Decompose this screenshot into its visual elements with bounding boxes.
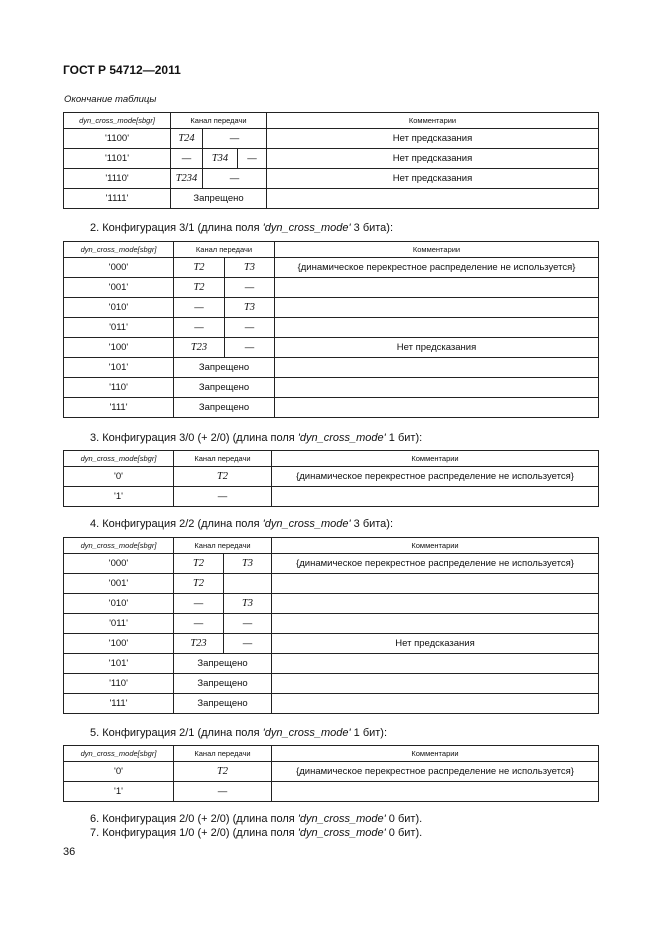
col-header-comments: Комментарии bbox=[275, 242, 599, 258]
mode-cell: '0' bbox=[64, 762, 174, 782]
mode-cell: '111' bbox=[64, 694, 174, 714]
table-row bbox=[64, 189, 599, 209]
section-heading-5: 5. Конфигурация 2/1 (длина поля 'dyn_cross_mode' 1 бит): bbox=[90, 727, 388, 739]
table-row bbox=[64, 278, 599, 298]
channel-cell: — bbox=[171, 149, 203, 169]
section-heading-4: 4. Конфигурация 2/2 (длина поля 'dyn_cross_mode' 3 бита): bbox=[90, 518, 394, 530]
table-row bbox=[64, 487, 599, 507]
channel-cell: T234 bbox=[171, 169, 203, 189]
comment-cell: {динамическое перекрестное распределение не используется} bbox=[272, 554, 599, 574]
channel-cell: — bbox=[174, 487, 272, 507]
comment-cell bbox=[272, 487, 599, 507]
mode-cell: '1111' bbox=[64, 189, 171, 209]
channel-cell: T3 bbox=[224, 554, 272, 574]
col-header-channel: Канал передачи bbox=[171, 113, 267, 129]
table-row bbox=[64, 782, 599, 802]
col-header-channel: Канал передачи bbox=[174, 538, 272, 554]
table-row bbox=[64, 318, 599, 338]
mode-cell: '1' bbox=[64, 782, 174, 802]
mode-cell: '001' bbox=[64, 574, 174, 594]
comment-cell bbox=[272, 594, 599, 614]
comment-cell: {динамическое перекрестное распределение не используется} bbox=[272, 762, 599, 782]
channel-cell: — bbox=[174, 782, 272, 802]
channel-cell: T2 bbox=[174, 258, 225, 278]
mode-cell: '110' bbox=[64, 674, 174, 694]
col-header-comments: Комментарии bbox=[267, 113, 599, 129]
col-header-comments: Комментарии bbox=[272, 746, 599, 762]
table-row bbox=[64, 467, 599, 487]
channel-cell: — bbox=[203, 129, 267, 149]
mode-cell: '100' bbox=[64, 338, 174, 358]
mode-cell: '101' bbox=[64, 358, 174, 378]
col-header-channel: Канал передачи bbox=[174, 746, 272, 762]
comment-cell bbox=[275, 378, 599, 398]
mode-cell: '101' bbox=[64, 654, 174, 674]
mode-cell: '1' bbox=[64, 487, 174, 507]
table-config-2-2 bbox=[63, 537, 599, 714]
table-row bbox=[64, 149, 599, 169]
table-row bbox=[64, 594, 599, 614]
comment-cell bbox=[272, 614, 599, 634]
table-row bbox=[64, 378, 599, 398]
table-row bbox=[64, 634, 599, 654]
table-row bbox=[64, 129, 599, 149]
channel-cell: T34 bbox=[203, 149, 238, 169]
channel-cell: T23 bbox=[174, 634, 224, 654]
section-heading-6: 6. Конфигурация 2/0 (+ 2/0) (длина поля 'dyn_cross_mode' 0 бит). bbox=[90, 813, 423, 825]
channel-cell: Запрещено bbox=[174, 378, 275, 398]
page-number: 36 bbox=[63, 846, 76, 858]
col-header-mode: dyn_cross_mode[sbgr] bbox=[64, 538, 174, 554]
table-row bbox=[64, 674, 599, 694]
channel-cell: T23 bbox=[174, 338, 225, 358]
comment-cell bbox=[275, 358, 599, 378]
channel-cell: — bbox=[225, 338, 275, 358]
document-header: ГОСТ Р 54712—2011 bbox=[63, 63, 181, 77]
mode-cell: '111' bbox=[64, 398, 174, 418]
channel-cell: — bbox=[174, 318, 225, 338]
mode-cell: '100' bbox=[64, 634, 174, 654]
channel-cell: — bbox=[174, 614, 224, 634]
col-header-mode: dyn_cross_mode[sbgr] bbox=[64, 242, 174, 258]
table-row bbox=[64, 358, 599, 378]
table-caption: Окончание таблицы bbox=[64, 94, 157, 105]
comment-cell: Нет предсказания bbox=[272, 634, 599, 654]
channel-cell: Запрещено bbox=[174, 358, 275, 378]
section-heading-2: 2. Конфигурация 3/1 (длина поля 'dyn_cross_mode' 3 бита): bbox=[90, 222, 394, 234]
table-row bbox=[64, 694, 599, 714]
comment-cell bbox=[272, 694, 599, 714]
comment-cell bbox=[272, 674, 599, 694]
table-config-3-1 bbox=[63, 241, 599, 418]
mode-cell: '001' bbox=[64, 278, 174, 298]
mode-cell: '1101' bbox=[64, 149, 171, 169]
table-row bbox=[64, 554, 599, 574]
comment-cell: {динамическое перекрестное распределение не используется} bbox=[275, 258, 599, 278]
table-row bbox=[64, 258, 599, 278]
channel-cell: — bbox=[224, 614, 272, 634]
table-4bit-continuation bbox=[63, 112, 599, 209]
table-config-3-0 bbox=[63, 450, 599, 507]
mode-cell: '110' bbox=[64, 378, 174, 398]
col-header-channel: Канал передачи bbox=[174, 242, 275, 258]
table-row bbox=[64, 169, 599, 189]
mode-cell: '1110' bbox=[64, 169, 171, 189]
mode-cell: '010' bbox=[64, 298, 174, 318]
channel-cell: T3 bbox=[225, 258, 275, 278]
channel-cell: — bbox=[225, 318, 275, 338]
channel-cell: — bbox=[174, 594, 224, 614]
comment-cell bbox=[272, 574, 599, 594]
table-row bbox=[64, 762, 599, 782]
mode-cell: '011' bbox=[64, 318, 174, 338]
mode-cell: '010' bbox=[64, 594, 174, 614]
channel-cell: T2 bbox=[174, 554, 224, 574]
channel-cell: Запрещено bbox=[174, 654, 272, 674]
comment-cell: Нет предсказания bbox=[275, 338, 599, 358]
comment-cell: Нет предсказания bbox=[267, 169, 599, 189]
channel-cell: T24 bbox=[171, 129, 203, 149]
channel-cell: — bbox=[224, 634, 272, 654]
comment-cell: Нет предсказания bbox=[267, 149, 599, 169]
channel-cell: Запрещено bbox=[174, 674, 272, 694]
section-heading-3: 3. Конфигурация 3/0 (+ 2/0) (длина поля 'dyn_cross_mode' 1 бит): bbox=[90, 432, 423, 444]
table-row bbox=[64, 614, 599, 634]
channel-cell bbox=[224, 574, 272, 594]
channel-cell: Запрещено bbox=[171, 189, 267, 209]
comment-cell bbox=[267, 189, 599, 209]
channel-cell: Запрещено bbox=[174, 398, 275, 418]
mode-cell: '0' bbox=[64, 467, 174, 487]
section-heading-7: 7. Конфигурация 1/0 (+ 2/0) (длина поля 'dyn_cross_mode' 0 бит). bbox=[90, 827, 423, 839]
col-header-comments: Комментарии bbox=[272, 451, 599, 467]
table-row bbox=[64, 654, 599, 674]
col-header-mode: dyn_cross_mode[sbgr] bbox=[64, 113, 171, 129]
channel-cell: — bbox=[203, 169, 267, 189]
col-header-mode: dyn_cross_mode[sbgr] bbox=[64, 746, 174, 762]
channel-cell: T2 bbox=[174, 467, 272, 487]
comment-cell bbox=[275, 398, 599, 418]
comment-cell: Нет предсказания bbox=[267, 129, 599, 149]
table-row bbox=[64, 398, 599, 418]
table-config-2-1 bbox=[63, 745, 599, 802]
channel-cell: T2 bbox=[174, 574, 224, 594]
mode-cell: '000' bbox=[64, 258, 174, 278]
col-header-mode: dyn_cross_mode[sbgr] bbox=[64, 451, 174, 467]
channel-cell: — bbox=[174, 298, 225, 318]
comment-cell bbox=[275, 318, 599, 338]
table-row bbox=[64, 574, 599, 594]
mode-cell: '000' bbox=[64, 554, 174, 574]
table-row bbox=[64, 298, 599, 318]
comment-cell bbox=[272, 654, 599, 674]
channel-cell: — bbox=[225, 278, 275, 298]
channel-cell: Запрещено bbox=[174, 694, 272, 714]
comment-cell bbox=[272, 782, 599, 802]
channel-cell: — bbox=[238, 149, 267, 169]
mode-cell: '1100' bbox=[64, 129, 171, 149]
channel-cell: T2 bbox=[174, 278, 225, 298]
col-header-channel: Канал передачи bbox=[174, 451, 272, 467]
comment-cell: {динамическое перекрестное распределение не используется} bbox=[272, 467, 599, 487]
channel-cell: T3 bbox=[224, 594, 272, 614]
channel-cell: T2 bbox=[174, 762, 272, 782]
col-header-comments: Комментарии bbox=[272, 538, 599, 554]
comment-cell bbox=[275, 278, 599, 298]
table-row bbox=[64, 338, 599, 358]
mode-cell: '011' bbox=[64, 614, 174, 634]
channel-cell: T3 bbox=[225, 298, 275, 318]
comment-cell bbox=[275, 298, 599, 318]
